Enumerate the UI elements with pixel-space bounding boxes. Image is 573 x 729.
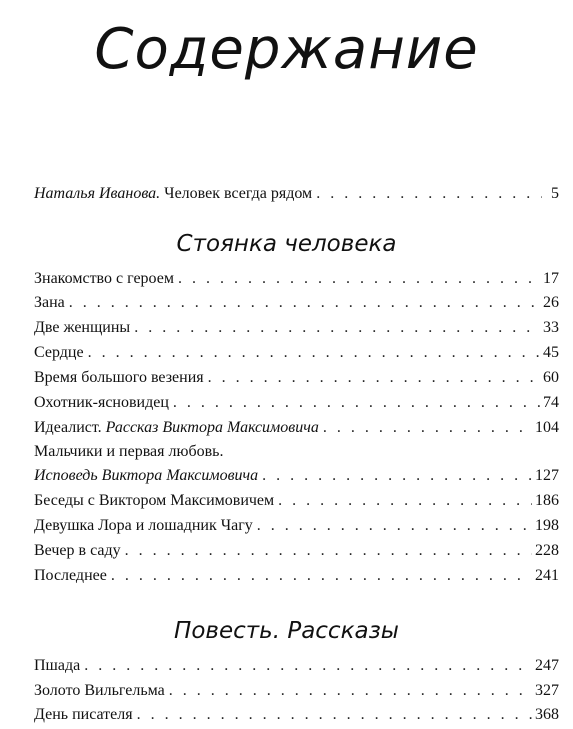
toc-entry-subtitle: Рассказ Виктора Максимовича bbox=[105, 419, 319, 436]
leader-dots bbox=[125, 540, 532, 562]
toc-entry-page: 45 bbox=[543, 344, 559, 361]
toc-entry-label bbox=[34, 183, 312, 205]
leader-dots bbox=[84, 655, 532, 677]
leader-dots bbox=[278, 490, 532, 512]
toc-entry[interactable] bbox=[34, 680, 559, 702]
toc-entry-page: 17 bbox=[543, 270, 559, 287]
leader-dots bbox=[69, 292, 540, 314]
toc-entry-text: Последнее bbox=[34, 567, 107, 584]
toc-entry-page: 241 bbox=[535, 567, 559, 584]
toc-entry-intro[interactable] bbox=[34, 183, 559, 205]
leader-dots bbox=[208, 367, 540, 389]
toc-entry-text: Девушка Лора и лошадник Чагу bbox=[34, 517, 253, 534]
toc-entry-text: Время большого везения bbox=[34, 369, 204, 386]
leader-dots bbox=[169, 680, 532, 702]
toc-entry-text: Знакомство с героем bbox=[34, 270, 174, 287]
leader-dots bbox=[316, 183, 542, 205]
toc-entry-text: Сердце bbox=[34, 344, 84, 361]
toc-entry[interactable] bbox=[34, 292, 559, 314]
toc-entry-subtitle: Исповедь Виктора Максимовича bbox=[34, 467, 259, 484]
toc-entry-page: 74 bbox=[543, 394, 559, 411]
toc-entry-page: 368 bbox=[535, 706, 559, 723]
toc-entry-page: 60 bbox=[543, 369, 559, 386]
toc-entry[interactable] bbox=[34, 417, 559, 439]
toc-entry-page: 33 bbox=[543, 319, 559, 336]
toc-entry-label bbox=[34, 465, 258, 487]
leader-dots bbox=[178, 268, 540, 290]
toc-entry-page: 198 bbox=[535, 517, 559, 534]
toc-entry-page: 186 bbox=[535, 492, 559, 509]
toc-entry[interactable] bbox=[34, 490, 559, 512]
toc-entry-page: 26 bbox=[543, 294, 559, 311]
toc-entry[interactable] bbox=[34, 268, 559, 290]
toc-entry-text: Две женщины bbox=[34, 319, 131, 336]
leader-dots bbox=[262, 465, 532, 487]
toc-entry-page: 327 bbox=[535, 682, 559, 699]
toc-entry-page: 228 bbox=[535, 542, 559, 559]
toc-entry-text: Мальчики и первая любовь. bbox=[34, 443, 224, 460]
toc-entry[interactable] bbox=[34, 540, 559, 562]
leader-dots bbox=[111, 565, 532, 587]
page-title: Содержание bbox=[94, 17, 479, 82]
toc-entry-page: 247 bbox=[535, 657, 559, 674]
leader-dots bbox=[137, 704, 532, 726]
toc-entry[interactable] bbox=[34, 441, 559, 463]
leader-dots bbox=[134, 317, 540, 339]
toc-entry-text: Охотник-ясновидец bbox=[34, 394, 169, 411]
toc-entry-text: Вечер в саду bbox=[34, 542, 121, 559]
toc-entry-page: 5 bbox=[551, 185, 559, 202]
toc-entry-page: 104 bbox=[535, 419, 559, 436]
toc-entry-text: Человек всегда рядом bbox=[164, 185, 313, 202]
toc-entry-page: 127 bbox=[535, 467, 559, 484]
leader-dots bbox=[257, 515, 532, 537]
toc-entry-text: Идеалист. bbox=[34, 419, 102, 436]
toc-entry-text: Беседы с Виктором Максимовичем bbox=[34, 492, 275, 509]
toc-entry[interactable] bbox=[34, 565, 559, 587]
toc-entry-text: Золото Вильгельма bbox=[34, 682, 165, 699]
toc-entry-text: День писателя bbox=[34, 706, 133, 723]
toc-entry-text: Зана bbox=[34, 294, 65, 311]
leader-dots bbox=[323, 417, 532, 439]
toc-entry[interactable] bbox=[34, 342, 559, 364]
toc-entry[interactable] bbox=[34, 704, 559, 726]
section-heading: Стоянка человека bbox=[176, 231, 397, 257]
section-heading: Повесть. Рассказы bbox=[174, 618, 399, 644]
toc-entry[interactable] bbox=[34, 515, 559, 537]
toc-entry[interactable] bbox=[34, 465, 559, 487]
toc-entry[interactable] bbox=[34, 367, 559, 389]
toc-entry-text: Пшада bbox=[34, 657, 81, 674]
toc-entry[interactable] bbox=[34, 655, 559, 677]
leader-dots bbox=[173, 392, 540, 414]
toc-entry-author: Наталья Иванова. bbox=[34, 185, 161, 202]
toc-entry[interactable] bbox=[34, 392, 559, 414]
toc-entry[interactable] bbox=[34, 317, 559, 339]
toc-entry-label bbox=[34, 417, 319, 439]
leader-dots bbox=[88, 342, 540, 364]
